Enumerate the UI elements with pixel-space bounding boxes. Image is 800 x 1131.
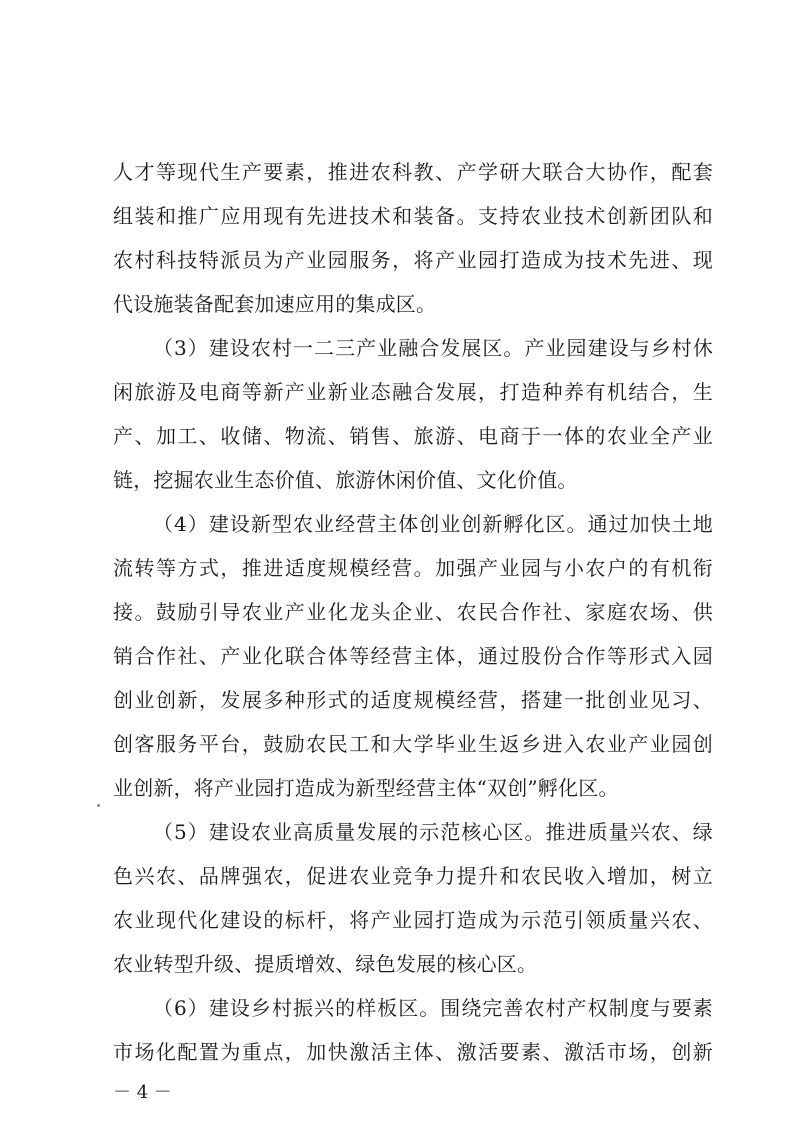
paragraph-5-start: （5）建设农业高质量发展的示范核心区。推进质量兴农、绿 (153, 820, 713, 844)
body-text-line: 销合作社、产业化联合体等经营主体，通过股份合作等形式入园 (113, 644, 713, 668)
body-text-line: 农业现代化建设的标杆，将产业园打造成为示范引领质量兴农、 (113, 908, 713, 932)
body-text-line: 色兴农、品牌强农，促进农业竞争力提升和农民收入增加，树立 (113, 864, 713, 888)
page-number: － 4 － (113, 1082, 172, 1103)
body-text-line: 农业转型升级、提质增效、绿色发展的核心区。 (113, 952, 538, 976)
paragraph-4-start: （4）建设新型农业经营主体创业创新孵化区。通过加快土地 (153, 512, 713, 536)
body-text-line: 链，挖掘农业生态价值、旅游休闲价值、文化价值。 (113, 468, 578, 492)
body-text-line: 组装和推广应用现有先进技术和装备。支持农业技术创新团队和 (113, 204, 713, 228)
body-text-line: 闲旅游及电商等新产业新业态融合发展，打造种养有机结合，生 (113, 380, 713, 404)
body-text-line: 创客服务平台，鼓励农民工和大学毕业生返乡进入农业产业园创 (113, 732, 713, 756)
body-text-line: 代设施装备配套加速应用的集成区。 (113, 292, 437, 316)
body-text-line: 创业创新，发展多种形式的适度规模经营，搭建一批创业见习、 (113, 688, 713, 712)
paragraph-6-start: （6）建设乡村振兴的样板区。围绕完善农村产权制度与要素 (153, 996, 713, 1020)
body-text-line: 业创新，将产业园打造成为新型经营主体“双创”孵化区。 (113, 776, 619, 800)
paragraph-3-start: （3）建设农村一二三产业融合发展区。产业园建设与乡村休 (153, 336, 713, 360)
body-text-line: 产、加工、收储、物流、销售、旅游、电商于一体的农业全产业 (113, 424, 713, 448)
body-text-line: 人才等现代生产要素，推进农科教、产学研大联合大协作，配套 (113, 160, 713, 184)
body-text-line: 农村科技特派员为产业园服务，将产业园打造成为技术先进、现 (113, 248, 713, 272)
body-text-line: 流转等方式，推进适度规模经营。加强产业园与小农户的有机衔 (113, 556, 713, 580)
scan-speck (97, 804, 100, 807)
body-text-line: 市场化配置为重点，加快激活主体、激活要素、激活市场，创新 (113, 1040, 713, 1064)
body-text-line: 接。鼓励引导农业产业化龙头企业、农民合作社、家庭农场、供 (113, 600, 713, 624)
